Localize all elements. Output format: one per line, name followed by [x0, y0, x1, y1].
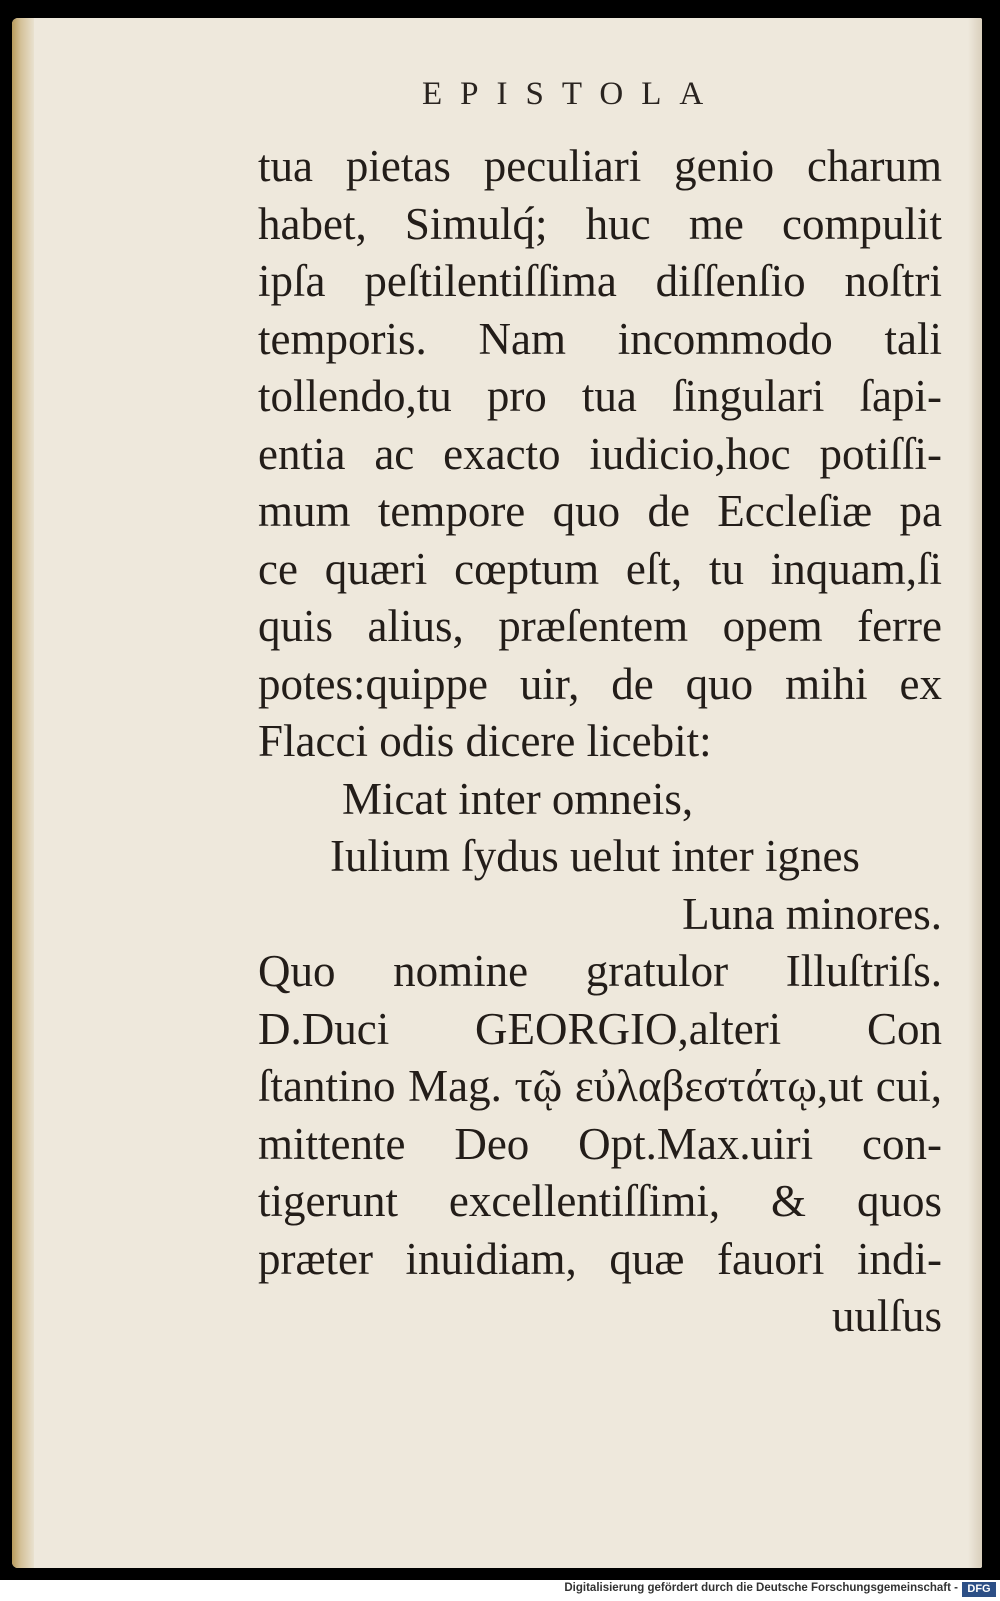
dfg-logo: DFG — [962, 1582, 996, 1597]
text-line: ce quæri cœptum eſt, tu inquam,ſi — [258, 543, 942, 594]
text-line: D.Duci GEORGIO,alteri Con — [258, 1003, 942, 1054]
text-line: tollendo,tu pro tua ſingulari ſapi- — [258, 371, 942, 421]
text-line: Quo nomine gratulor Illuſtriſs. — [258, 946, 942, 996]
footer-credit: Digitalisierung gefördert durch die Deutsche Forschungsgemeinschaft - — [564, 1582, 958, 1594]
text-line: entia ac exacto iudicio,hoc potiſſi- — [258, 428, 942, 479]
catchword: uulſus — [831, 1291, 942, 1341]
text-line: ſtantino Mag. τῷ εὐλαβεστάτῳ,ut cui, — [258, 1061, 942, 1111]
text-line: potes:quippe uir, de quo mihi ex — [258, 658, 942, 709]
verse-line: Micat inter omneis, — [342, 773, 694, 824]
text-line: mum tempore quo de Eccleſiæ pa — [258, 486, 942, 536]
text-line: ipſa peſtilentiſſima diſſenſio noſtri — [258, 256, 942, 306]
text-line: habet, Simulq́; huc me compulit — [258, 198, 942, 249]
text-line: tua pietas peculiari genio charum — [258, 141, 942, 191]
book-page — [12, 18, 982, 1568]
footer-bar — [0, 1580, 1000, 1601]
text-line: Flacci odis dicere licebit: — [258, 716, 712, 766]
text-line: temporis. Nam incommodo tali — [258, 313, 942, 364]
running-head: EPISTOLA — [422, 76, 722, 112]
text-line: præter inuidiam, quæ fauori indi- — [258, 1233, 942, 1284]
verse-line: Iulium ſydus uelut inter ignes — [330, 831, 860, 881]
text-line: mittente Deo Opt.Max.uiri con- — [258, 1118, 942, 1169]
body-text — [258, 138, 942, 1346]
verse-line: Luna minores. — [682, 888, 942, 939]
text-line: quis alius, præſentem opem ferre — [258, 601, 942, 651]
text-line: tigerunt excellentiſſimi, & quos — [258, 1176, 942, 1226]
